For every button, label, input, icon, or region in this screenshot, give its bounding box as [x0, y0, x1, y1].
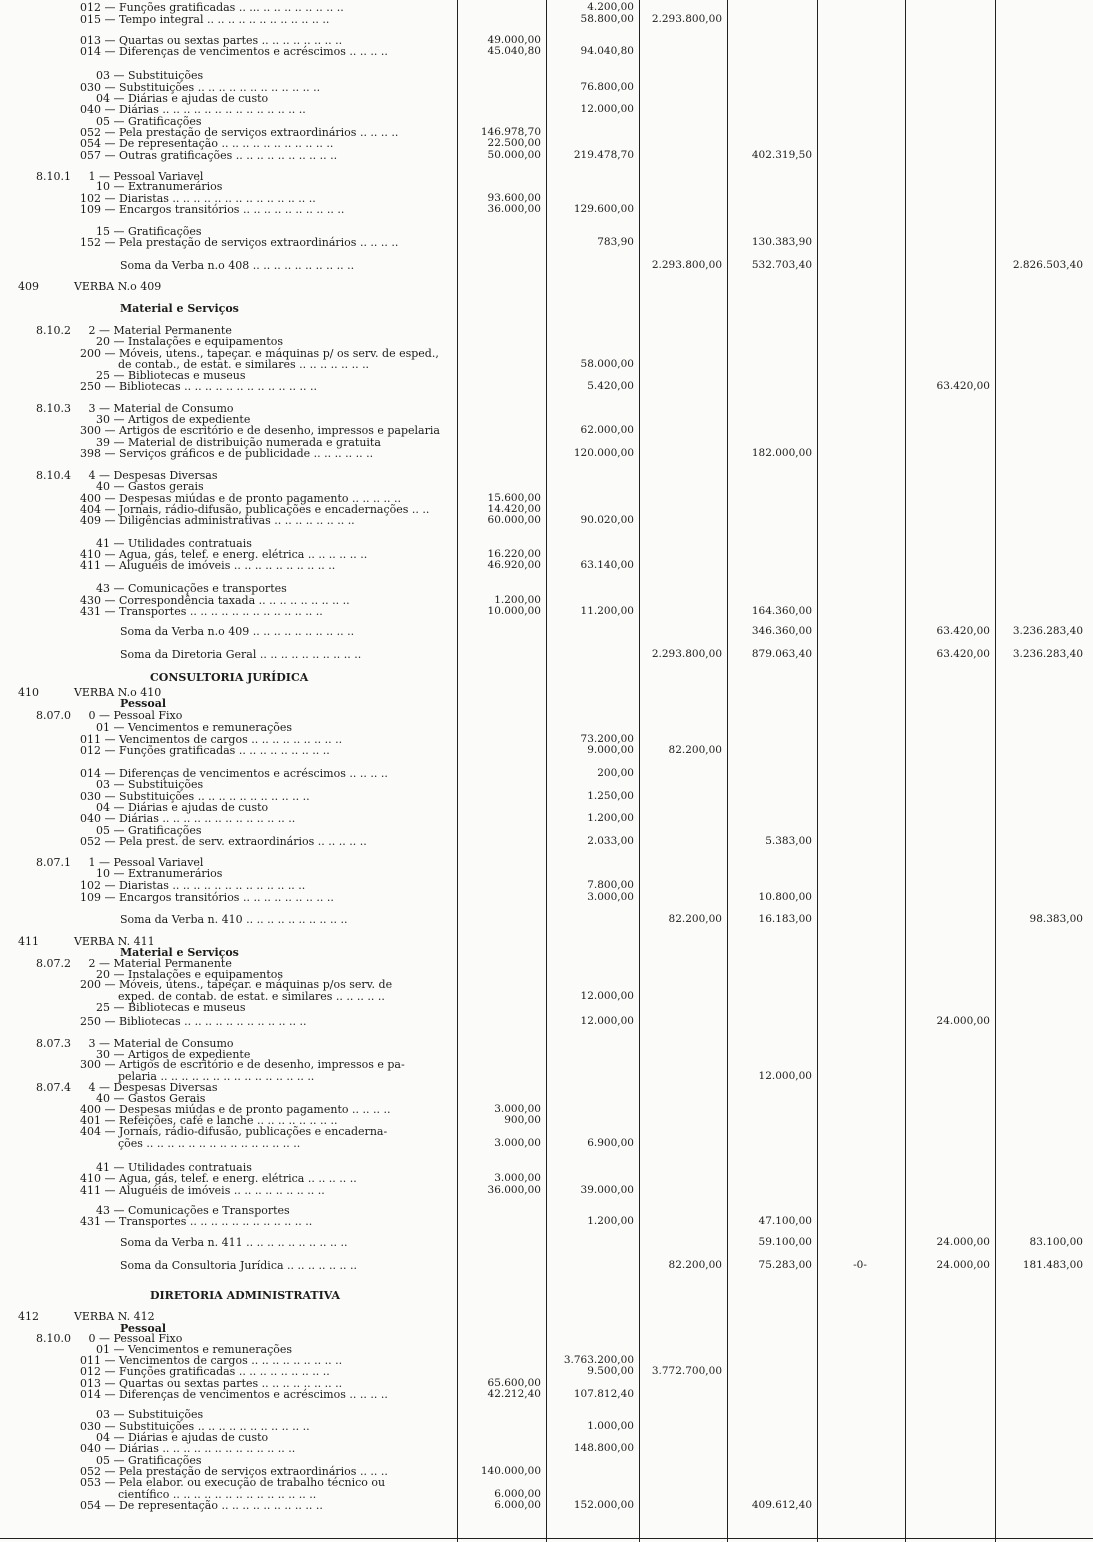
row-description: 40 — Gastos gerais [96, 480, 204, 493]
amount-c4: 2.293.800,00 [651, 259, 722, 271]
table-row [0, 914, 1093, 926]
row-description: 41 — Utilidades contratuais [96, 1161, 252, 1174]
row-description: 03 — Substituições [96, 1408, 204, 1421]
row-description: 250 — Bibliotecas .. .. .. .. .. .. .. .. .. .. .. .. .. [80, 380, 317, 393]
amount-c2: 15.600,00 [487, 492, 541, 504]
amount-c3: 62.000,00 [580, 424, 634, 436]
amount-c3: 12.000,00 [580, 990, 634, 1002]
row-description: 400 — Despesas miúdas e de pronto pagamento .. .. .. .. .. [80, 492, 401, 505]
amount-c3: 12.000,00 [580, 103, 634, 115]
amount-c3: 6.900,00 [587, 1137, 634, 1149]
amount-c3: 76.800,00 [580, 81, 634, 93]
row-description: 410 — Agua, gás, telef. e energ. elétrica .. .. .. .. .. [80, 1172, 357, 1185]
row-description: 8.07.3 3 — Material de Consumo [36, 1037, 234, 1050]
table-row [0, 649, 1093, 661]
table-row [0, 1138, 1093, 1150]
amount-c5: 879.063,40 [751, 648, 812, 660]
row-description: 053 — Pela elabor. ou execução de trabalho técnico ou [80, 1476, 386, 1489]
amount-c3: 129.600,00 [573, 203, 634, 215]
row-description: pelaria .. .. .. .. .. .. .. .. .. .. .. .. .. .. .. [118, 1070, 315, 1083]
table-row [0, 836, 1093, 848]
amount-c7: 3.236.283,40 [1012, 648, 1083, 660]
amount-c3: 1.200,00 [587, 1215, 634, 1227]
amount-c4: 2.293.800,00 [651, 13, 722, 25]
row-description: 109 — Encargos transitórios .. .. .. .. .. .. .. .. .. [80, 891, 334, 904]
row-description: 102 — Diaristas .. .. .. .. .. .. .. .. .. .. .. .. .. [80, 879, 306, 892]
row-description: 052 — Pela prestação de serviços extraordinários .. .. .. [80, 1465, 388, 1478]
table-row [0, 237, 1093, 249]
row-description: Soma da Verba n.o 408 .. .. .. .. .. .. .. .. .. .. [120, 259, 355, 272]
table-row [0, 1185, 1093, 1197]
amount-c3: 90.020,00 [580, 514, 634, 526]
amount-c3: 1.250,00 [587, 790, 634, 802]
amount-c3: 1.000,00 [587, 1420, 634, 1432]
row-description: 102 — Diaristas .. .. .. .. .. .. .. .. .. .. .. .. .. .. [80, 192, 316, 205]
amount-c2: 60.000,00 [487, 514, 541, 526]
amount-c5: 12.000,00 [758, 1070, 812, 1082]
row-description: 012 — Funções gratificadas .. .. .. .. .. .. .. .. .. [80, 1365, 330, 1378]
row-description: 8.10.1 1 — Pessoal Variavel [36, 170, 204, 183]
table-row [0, 381, 1093, 393]
row-description: 04 — Diárias e ajudas de custo [96, 1431, 269, 1444]
row-description: 25 — Bibliotecas e museus [96, 369, 246, 382]
row-description: 030 — Substituições .. .. .. .. .. .. .. .. .. .. .. [80, 1420, 310, 1433]
row-description: Pessoal [120, 1322, 167, 1335]
amount-c5: 10.800,00 [758, 891, 812, 903]
table-row [0, 14, 1093, 26]
amount-c3: 219.478,70 [573, 149, 634, 161]
row-description: 250 — Bibliotecas .. .. .. .. .. .. .. .. .. .. .. .. [80, 1015, 307, 1028]
row-description: 01 — Vencimentos e remunerações [96, 1343, 293, 1356]
row-description: 25 — Bibliotecas e museus [96, 1001, 246, 1014]
row-description: Soma da Verba n. 410 .. .. .. .. .. .. .. .. .. .. [120, 913, 348, 926]
row-description: 8.07.1 1 — Pessoal Variavel [36, 856, 204, 869]
table-row [0, 303, 1093, 315]
row-description: 15 — Gratificações [96, 225, 202, 238]
table-row [0, 745, 1093, 757]
amount-c5: 402.319,50 [751, 149, 812, 161]
amount-c2: 49.000,00 [487, 34, 541, 46]
amount-c3: 3.000,00 [587, 891, 634, 903]
row-description: 398 — Serviços gráficos e de publicidade .. .. .. .. .. .. [80, 447, 374, 460]
amount-c6: 24.000,00 [936, 1259, 990, 1271]
amount-c5: 16.183,00 [758, 913, 812, 925]
amount-c4: 3.772.700,00 [651, 1365, 722, 1377]
row-description: 411 — Aluguéis de imóveis .. .. .. .. .. .. .. .. .. .. [80, 559, 336, 572]
amount-c2: 140.000,00 [480, 1465, 541, 1477]
amount-c3: 120.000,00 [573, 447, 634, 459]
amount-c7: 181.483,00 [1022, 1259, 1083, 1271]
row-description: Soma da Verba n.o 409 .. .. .. .. .. .. .. .. .. .. [120, 625, 355, 638]
row-description: 431 — Transportes .. .. .. .. .. .. .. .. .. .. .. .. .. [80, 605, 323, 618]
amount-c5: 130.383,90 [751, 236, 812, 248]
amount-c3: 9.000,00 [587, 744, 634, 756]
table-row [0, 448, 1093, 460]
amount-c7: 2.826.503,40 [1012, 259, 1083, 271]
amount-c2: 45.040,80 [487, 45, 541, 57]
row-description: 409 VERBA N.o 409 [18, 280, 162, 293]
row-description: 03 — Substituições [96, 778, 204, 791]
row-description: 404 — Jornais, rádio-difusão, publicações e encaderna- [80, 1125, 388, 1138]
amount-c5: 409.612,40 [751, 1499, 812, 1511]
amount-c5: 164.360,00 [751, 605, 812, 617]
row-description: 040 — Diárias .. .. .. .. .. .. .. .. .. .. .. .. .. .. [80, 103, 306, 116]
amount-c5: 182.000,00 [751, 447, 812, 459]
row-description: 014 — Diferenças de vencimentos e acréscimos .. .. .. .. [80, 1388, 388, 1401]
row-description: 404 — Jornais, rádio-difusão, publicações e encadernações .. .. [80, 503, 430, 516]
row-description: 8.10.4 4 — Despesas Diversas [36, 469, 218, 482]
row-description: CONSULTORIA JURÍDICA [150, 671, 309, 684]
row-description: 012 — Funções gratificadas .. .. .. .. .. .. .. .. .. [80, 744, 330, 757]
table-row [0, 515, 1093, 527]
amount-c2: 36.000,00 [487, 203, 541, 215]
row-description: 109 — Encargos transitórios .. .. .. .. .. .. .. .. .. .. [80, 203, 345, 216]
row-description: 05 — Gratificações [96, 1454, 202, 1467]
amount-c4: 2.293.800,00 [651, 648, 722, 660]
table-row [0, 1002, 1093, 1014]
row-description: 8.10.3 3 — Material de Consumo [36, 402, 234, 415]
amount-c2: 36.000,00 [487, 1184, 541, 1196]
row-description: 412 VERBA N. 412 [18, 1310, 155, 1323]
amount-c7: 98.383,00 [1029, 913, 1083, 925]
amount-c2: 146.978,70 [480, 126, 541, 138]
amount-c2: 42.212,40 [487, 1388, 541, 1400]
row-description: 030 — Substituições .. .. .. .. .. .. .. .. .. .. .. .. [80, 81, 321, 94]
amount-c3: 58.800,00 [580, 13, 634, 25]
row-description: 01 — Vencimentos e remunerações [96, 721, 293, 734]
row-description: 300 — Artigos de escritório e de desenho, impressos e papelaria [80, 424, 440, 437]
amount-c4: 82.200,00 [668, 744, 722, 756]
row-description: 300 — Artigos de escritório e de desenho, impressos e pa- [80, 1058, 405, 1071]
amount-c3: 4.200,00 [587, 1, 634, 13]
row-description: 04 — Diárias e ajudas de custo [96, 92, 269, 105]
row-description: 03 — Substituições [96, 69, 204, 82]
row-description: 30 — Artigos de expediente [96, 1048, 251, 1061]
row-description: 411 VERBA N. 411 [18, 935, 155, 948]
table-row [0, 46, 1093, 58]
row-description: DIRETORIA ADMINISTRATIVA [150, 1289, 340, 1302]
table-row [0, 1290, 1093, 1302]
row-description: 39 — Material de distribuição numerada e gratuita [96, 436, 381, 449]
row-description: Material e Serviços [120, 946, 239, 959]
row-description: 409 — Diligências administrativas .. .. .. .. .. .. .. .. [80, 514, 355, 527]
amount-c3: 73.200,00 [580, 733, 634, 745]
zero-dash: -0- [853, 1259, 867, 1271]
row-description: 014 — Diferenças de vencimentos e acréscimos .. .. .. .. [80, 45, 388, 58]
amount-c2: 22.500,00 [487, 137, 541, 149]
amount-c3: 9.500,00 [587, 1365, 634, 1377]
amount-c3: 11.200,00 [580, 605, 634, 617]
row-description: Material e Serviços [120, 302, 239, 315]
amount-c3: 58.000,00 [580, 358, 634, 370]
amount-c4: 82.200,00 [668, 913, 722, 925]
amount-c3: 1.200,00 [587, 812, 634, 824]
amount-c3: 3.763.200,00 [563, 1354, 634, 1366]
amount-c3: 63.140,00 [580, 559, 634, 571]
amount-c3: 12.000,00 [580, 1015, 634, 1027]
row-description: Soma da Verba n. 411 .. .. .. .. .. .. .. .. .. .. [120, 1236, 348, 1249]
amount-c3: 2.033,00 [587, 835, 634, 847]
table-row [0, 1500, 1093, 1512]
amount-c2: 10.000,00 [487, 605, 541, 617]
row-description: 200 — Móveis, utens., tapeçar. e máquinas p/os serv. de [80, 978, 393, 991]
row-description: 013 — Quartas ou sextas partes .. .. .. .. .. .. .. .. [80, 34, 343, 47]
row-description: 430 — Correspondência taxada .. .. .. .. .. .. .. .. .. [80, 594, 350, 607]
amount-c2: 1.200,00 [494, 594, 541, 606]
amount-c2: 3.000,00 [494, 1172, 541, 1184]
row-description: 052 — Pela prestação de serviços extraordinários .. .. .. .. [80, 126, 399, 139]
amount-c2: 50.000,00 [487, 149, 541, 161]
table-row [0, 1237, 1093, 1249]
amount-c5: 532.703,40 [751, 259, 812, 271]
row-description: 011 — Vencimentos de cargos .. .. .. .. .. .. .. .. .. [80, 1354, 343, 1367]
amount-c4: 82.200,00 [668, 1259, 722, 1271]
row-description: 014 — Diferenças de vencimentos e acréscimos .. .. .. .. [80, 767, 388, 780]
row-description: 10 — Extranumerários [96, 180, 223, 193]
row-description: 8.10.2 2 — Material Permanente [36, 324, 232, 337]
amount-c6: 63.420,00 [936, 380, 990, 392]
amount-c2: 3.000,00 [494, 1103, 541, 1115]
table-row [0, 606, 1093, 618]
table-row [0, 281, 1093, 293]
amount-c5: 47.100,00 [758, 1215, 812, 1227]
table-row [0, 560, 1093, 572]
amount-c3: 7.800,00 [587, 879, 634, 891]
amount-c5: 346.360,00 [751, 625, 812, 637]
row-description: Soma da Diretoria Geral .. .. .. .. .. .. .. .. .. .. [120, 648, 362, 661]
amount-c2: 14.420,00 [487, 503, 541, 515]
row-description: 054 — De representação .. .. .. .. .. .. .. .. .. .. .. [80, 137, 334, 150]
table-row [0, 204, 1093, 216]
table-row [0, 260, 1093, 272]
row-description: 410 — Agua, gás, telef. e energ. elétrica .. .. .. .. .. .. [80, 548, 368, 561]
amount-c5: 59.100,00 [758, 1236, 812, 1248]
amount-c6: 63.420,00 [936, 648, 990, 660]
row-description: 410 VERBA N.o 410 [18, 686, 162, 699]
row-description: 20 — Instalações e equipamentos [96, 968, 284, 981]
amount-c2: 900,00 [504, 1114, 541, 1126]
row-description: 015 — Tempo integral .. .. .. .. .. .. .. .. .. .. .. .. [80, 13, 330, 26]
row-description: 05 — Gratificações [96, 824, 202, 837]
row-description: 052 — Pela prest. de serv. extraordinários .. .. .. .. .. [80, 835, 367, 848]
amount-c3: 39.000,00 [580, 1184, 634, 1196]
row-description: 8.10.0 0 — Pessoal Fixo [36, 1332, 183, 1345]
row-description: exped. de contab. de estat. e similares .. .. .. .. .. [118, 990, 385, 1003]
row-description: 431 — Transportes .. .. .. .. .. .. .. .. .. .. .. .. [80, 1215, 313, 1228]
row-description: 10 — Extranumerários [96, 867, 223, 880]
amount-c3: 783,90 [597, 236, 634, 248]
row-description: 054 — De representação .. .. .. .. .. .. .. .. .. .. [80, 1499, 323, 1512]
row-description: 040 — Diárias .. .. .. .. .. .. .. .. .. .. .. .. .. [80, 812, 296, 825]
row-description: 401 — Refeições, café e lanche .. .. .. .. .. .. .. .. [80, 1114, 338, 1127]
row-description: 030 — Substituições .. .. .. .. .. .. .. .. .. .. .. [80, 790, 310, 803]
amount-c2: 93.600,00 [487, 192, 541, 204]
amount-c2: 3.000,00 [494, 1137, 541, 1149]
amount-c3: 94.040,80 [580, 45, 634, 57]
row-description: 012 — Funções gratificadas .. ... .. .. .. .. .. .. .. .. [80, 1, 344, 14]
amount-c3: 148.800,00 [573, 1442, 634, 1454]
amount-c5: 5.383,00 [765, 835, 812, 847]
table-row [0, 1389, 1093, 1401]
amount-c2: 16.220,00 [487, 548, 541, 560]
row-description: ções .. .. .. .. .. .. .. .. .. .. .. .. .. .. .. [118, 1137, 301, 1150]
table-row [0, 672, 1093, 684]
table-row [0, 1260, 1093, 1272]
amount-c6: 24.000,00 [936, 1236, 990, 1248]
row-description: 30 — Artigos de expediente [96, 413, 251, 426]
amount-c3: 5.420,00 [587, 380, 634, 392]
amount-c2: 46.920,00 [487, 559, 541, 571]
amount-c5: 75.283,00 [758, 1259, 812, 1271]
row-description: 40 — Gastos Gerais [96, 1092, 206, 1105]
row-description: 04 — Diárias e ajudas de custo [96, 801, 269, 814]
row-description: 20 — Instalações e equipamentos [96, 335, 284, 348]
row-description: 411 — Aluguéis de imóveis .. .. .. .. .. .. .. .. .. [80, 1184, 325, 1197]
row-description: 200 — Móveis, utens., tapeçar. e máquinas p/ os serv. de esped., [80, 347, 439, 360]
row-description: 8.07.2 2 — Material Permanente [36, 957, 232, 970]
table-row [0, 150, 1093, 162]
amount-c2: 6.000,00 [494, 1499, 541, 1511]
row-description: Soma da Consultoria Jurídica .. .. .. .. .. .. .. [120, 1259, 357, 1272]
row-description: 057 — Outras gratificações .. .. .. .. .. .. .. .. .. .. [80, 149, 338, 162]
amount-c7: 3.236.283,40 [1012, 625, 1083, 637]
row-description: Pessoal [120, 697, 167, 710]
row-description: 05 — Gratificações [96, 115, 202, 128]
amount-c3: 107.812,40 [573, 1388, 634, 1400]
table-row [0, 892, 1093, 904]
row-description: 43 — Comunicações e transportes [96, 582, 287, 595]
amount-c6: 63.420,00 [936, 625, 990, 637]
row-description: 152 — Pela prestação de serviços extraordinários .. .. .. .. [80, 236, 399, 249]
amount-c3: 152.000,00 [573, 1499, 634, 1511]
amount-c2: 6.000,00 [494, 1488, 541, 1500]
row-description: de contab., de estat. e similares .. .. .. .. .. .. .. [118, 358, 370, 371]
row-description: científico .. .. .. .. .. .. .. .. .. .. .. .. .. .. [118, 1488, 317, 1501]
row-description: 011 — Vencimentos de cargos .. .. .. .. .. .. .. .. .. [80, 733, 343, 746]
amount-c3: 200,00 [597, 767, 634, 779]
amount-c6: 24.000,00 [936, 1015, 990, 1027]
table-row [0, 626, 1093, 638]
amount-c7: 83.100,00 [1029, 1236, 1083, 1248]
row-description: 8.07.4 4 — Despesas Diversas [36, 1081, 218, 1094]
row-description: 43 — Comunicações e Transportes [96, 1204, 290, 1217]
row-description: 013 — Quartas ou sextas partes .. .. .. .. .. .. .. .. [80, 1377, 343, 1390]
table-row [0, 1216, 1093, 1228]
row-description: 8.07.0 0 — Pessoal Fixo [36, 709, 183, 722]
amount-c2: 65.600,00 [487, 1377, 541, 1389]
row-description: 040 — Diárias .. .. .. .. .. .. .. .. .. .. .. .. .. [80, 1442, 296, 1455]
row-description: 400 — Despesas miúdas e de pronto pagamento .. .. .. .. [80, 1103, 391, 1116]
row-description: 41 — Utilidades contratuais [96, 537, 252, 550]
table-row [0, 1016, 1093, 1028]
